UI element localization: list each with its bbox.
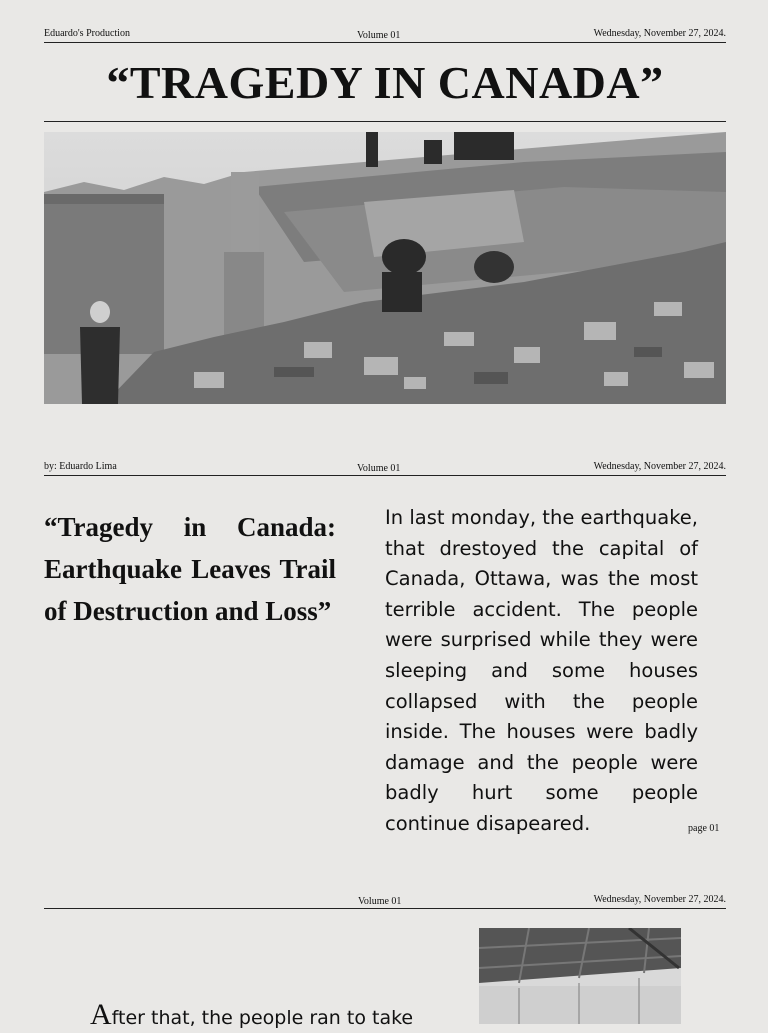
earthquake-rubble-photo <box>44 132 726 404</box>
page-title: “TRAGEDY IN CANADA” <box>106 57 664 108</box>
production-label: Eduardo's Production <box>44 28 130 39</box>
drop-cap: A <box>90 998 112 1031</box>
page2-volume: Volume 01 <box>358 896 402 907</box>
article-subheadline: “Tragedy in Canada: Earthquake Leaves Trail of Destruction and Loss” <box>44 512 336 626</box>
byline-rule <box>44 475 726 476</box>
page2-rule <box>44 908 726 909</box>
header-rule <box>44 42 726 43</box>
volume-label: Volume 01 <box>357 30 401 41</box>
warehouse-interior-photo <box>479 928 681 1024</box>
page2-lead-text <box>90 1000 455 1033</box>
page-number: page 01 <box>688 823 720 834</box>
article-body: In last monday, the earthquake, that drestoyed the capital of Canada, Ottawa, was the most terrible accident. The people were surprised while they were sleeping and some houses collapsed with the people inside. The houses were badly damage and the people were badly hurt some people continue disapeared. <box>385 506 698 835</box>
date-label: Wednesday, November 27, 2024. <box>593 28 726 39</box>
title-rule <box>44 121 726 122</box>
page2-date: Wednesday, November 27, 2024. <box>593 894 726 905</box>
byline-author: by: Eduardo Lima <box>44 461 117 472</box>
lead-rest: fter that, the people ran to take <box>111 1007 414 1029</box>
byline-volume: Volume 01 <box>357 463 401 474</box>
byline-date: Wednesday, November 27, 2024. <box>593 461 726 472</box>
